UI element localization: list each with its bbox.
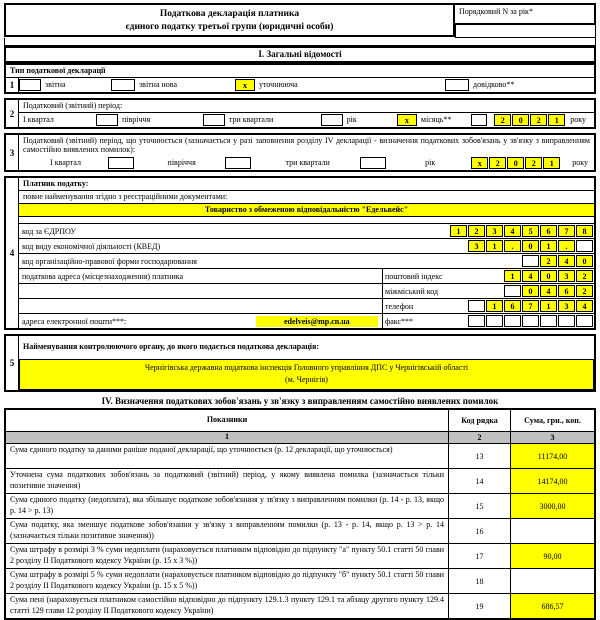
row-code: 17: [448, 544, 510, 568]
edrpou-digit[interactable]: 2: [468, 225, 485, 237]
org-form-label: код організаційно-правової форми господарювання: [22, 256, 197, 266]
address-postal-row: [19, 269, 594, 284]
row-text: Уточнена сума податкових зобов'язань за податковий (звітний) період, у якому виявлена помилка (зазначається тільки позитивне значення): [10, 470, 444, 490]
phone-digit[interactable]: 1: [540, 300, 557, 312]
label-q1: І квартал: [23, 115, 54, 124]
column-number-3: 3: [510, 432, 594, 443]
year-digit[interactable]: 2: [525, 157, 542, 169]
form-title-line1: Податкова декларація платника: [159, 9, 300, 19]
address-label: податкова адреса (місцезнаходження) платника: [22, 271, 184, 281]
row-code: 14: [448, 469, 510, 493]
phone-digit[interactable]: 4: [576, 300, 593, 312]
reporting-period-block: [4, 98, 596, 129]
row-number-5: 5: [6, 336, 19, 390]
label-q1: І квартал: [50, 158, 81, 167]
spacer-row: [4, 38, 596, 46]
row-code: 15: [448, 494, 510, 518]
org-form-digit[interactable]: 0: [576, 255, 593, 267]
fax-digit[interactable]: [558, 315, 575, 327]
phone-digit[interactable]: 1: [486, 300, 503, 312]
corrected-period-block: [4, 133, 596, 172]
year-digit[interactable]: 2: [494, 114, 511, 126]
area-code-digits: [503, 284, 594, 298]
label-roku: року: [572, 158, 588, 167]
email-label: адреса електронної пошти***:: [22, 316, 127, 326]
postal-digits: [503, 269, 594, 283]
edrpou-digits: [449, 224, 594, 238]
taxpayer-name-field[interactable]: Товариство з обмеженою відповідальністю "Едельвейс": [19, 203, 594, 217]
org-form-row: [19, 254, 594, 269]
serial-number-label: Порядковий N за рік*: [455, 3, 596, 25]
postal-index-label: поштовий індекс: [382, 269, 462, 283]
org-form-digit[interactable]: [522, 255, 539, 267]
kved-digit[interactable]: 1: [540, 240, 557, 252]
column-number-1: 1: [225, 432, 229, 442]
edrpou-digit[interactable]: 3: [486, 225, 503, 237]
declaration-type-row: [6, 78, 594, 92]
authority-label: Найменування контролюючого органу, до якого подається податкова декларація:: [23, 342, 320, 351]
phone-row: [19, 299, 594, 314]
table-row: [6, 593, 594, 618]
year-digit[interactable]: 0: [512, 114, 529, 126]
table-row: [6, 568, 594, 593]
checkbox-three-quarters[interactable]: [360, 157, 386, 169]
postal-digit[interactable]: 0: [540, 270, 557, 282]
postal-digit[interactable]: 2: [576, 270, 593, 282]
org-form-digits: [521, 254, 594, 268]
row-text: Сума єдиного податку за даними раніше поданої декларації, що уточнюється (р. 12 декларації, що уточнюється): [10, 445, 393, 454]
phone-digit[interactable]: 7: [522, 300, 539, 312]
row-amount-field[interactable]: 90,00: [510, 544, 594, 568]
row-number-2: 2: [6, 100, 19, 127]
corrected-period-label: Податковий (звітний) період, що уточнюється (зазначається у разі заповнення розділу IV декларації - визначення податкових зобов'язань у зв'язку з виправленням самостійно виявлених помилок):: [23, 136, 590, 154]
checkbox-half-year[interactable]: [203, 114, 225, 126]
area-code-digit[interactable]: [504, 285, 521, 297]
table-row: [6, 443, 594, 468]
authority-name-line2: (м. Чернігів): [285, 375, 328, 384]
row-code: 16: [448, 519, 510, 543]
phone-digits: [467, 299, 594, 313]
taxpayer-block: [4, 176, 596, 330]
authority-block: [4, 334, 596, 392]
row-number-1: 1: [6, 78, 19, 92]
label-three-quarters: три квартали: [228, 115, 274, 124]
year-digit[interactable]: 2: [530, 114, 547, 126]
year-digits: [493, 113, 566, 127]
checkbox-half-year[interactable]: [225, 157, 251, 169]
year-digit[interactable]: 1: [543, 157, 560, 169]
kved-digit[interactable]: 0: [522, 240, 539, 252]
row-amount-field[interactable]: 14174,00: [510, 469, 594, 493]
email-fax-row: [19, 314, 594, 328]
address-label-empty: [19, 290, 382, 292]
checkbox-month[interactable]: [471, 114, 487, 126]
table-row: [6, 468, 594, 493]
area-code-digit[interactable]: 2: [576, 285, 593, 297]
column-header-code: Код рядка: [448, 410, 510, 431]
fax-digit[interactable]: [504, 315, 521, 327]
declaration-type-label: Тип податкової декларації: [6, 65, 594, 78]
edrpou-label: код за ЄДРПОУ: [22, 226, 76, 236]
edrpou-digit[interactable]: 1: [450, 225, 467, 237]
area-code-row: [19, 284, 594, 299]
phone-label: телефон: [382, 299, 462, 313]
checkbox-q1[interactable]: [96, 114, 118, 126]
edrpou-digit[interactable]: 6: [540, 225, 557, 237]
kved-digits: [467, 239, 594, 253]
row-number-4: 4: [6, 178, 19, 328]
phone-digit[interactable]: [468, 300, 485, 312]
fax-digit[interactable]: [522, 315, 539, 327]
section1-heading: І. Загальні відомості: [4, 46, 596, 63]
edrpou-row: [19, 224, 594, 239]
row-text: Сума податку, яка зменшує податкове зобов'язання у зв'язку з виправленням помилки (р. 13 - р. 14, якщо р. 13 > р. 14 (зазначається тільки позитивне значення)): [10, 520, 444, 540]
declaration-type-block: [4, 63, 596, 94]
row-code: 19: [448, 594, 510, 618]
kved-digit[interactable]: .: [504, 240, 521, 252]
edrpou-digit[interactable]: 5: [522, 225, 539, 237]
row-text: Сума штрафу в розмірі 5 % суми недоплати (нараховується платником відповідно до підпункту "б" пункту 50.1 статті 50 глави 2 розділу II Податкового кодексу України (р. 15 х 5 %)): [10, 570, 444, 590]
kved-digit[interactable]: 3: [468, 240, 485, 252]
area-code-digit[interactable]: 4: [540, 285, 557, 297]
edrpou-digit[interactable]: 4: [504, 225, 521, 237]
table-row: [6, 518, 594, 543]
postal-digit[interactable]: 1: [504, 270, 521, 282]
area-code-digit[interactable]: 6: [558, 285, 575, 297]
column-header-sum: Сума, грн., коп.: [510, 410, 594, 431]
email-field[interactable]: edelveis@mp.cn.ua: [256, 316, 378, 327]
checkbox-utochniuiucha[interactable]: x: [235, 79, 255, 91]
label-month: місяць**: [420, 115, 452, 124]
org-form-digit[interactable]: 4: [558, 255, 575, 267]
fax-digits: [467, 314, 594, 328]
label-year: рік: [425, 158, 436, 167]
year-mark-and-digits: [470, 156, 561, 170]
edrpou-digit[interactable]: 8: [576, 225, 593, 237]
serial-number-box: [455, 3, 596, 38]
checkbox-q1[interactable]: [108, 157, 134, 169]
kved-digit[interactable]: .: [558, 240, 575, 252]
row-amount-field[interactable]: 686,57: [510, 594, 594, 618]
checkbox-three-quarters[interactable]: [321, 114, 343, 126]
label-dovidkovo: довідково**: [473, 80, 515, 89]
row-code: 13: [448, 444, 510, 468]
label-year: рік: [346, 115, 357, 124]
kved-digit[interactable]: [576, 240, 593, 252]
authority-name-line1: Чернігівська державна податкова інспекція Головного управління ДПС у Чернігівській області: [144, 363, 469, 372]
label-zvitna: звітна: [45, 80, 66, 89]
address-label-empty: [19, 305, 382, 307]
row-number-3: 3: [6, 135, 19, 170]
label-half-year: півріччя: [121, 115, 151, 124]
row-code: 18: [448, 569, 510, 593]
fax-digit[interactable]: [576, 315, 593, 327]
column-number-2: 2: [448, 432, 510, 443]
row-amount-field[interactable]: [510, 569, 594, 593]
row-amount-field[interactable]: 11174,00: [510, 444, 594, 468]
row-amount-field[interactable]: 3000,00: [510, 494, 594, 518]
checkbox-zvitna[interactable]: [19, 79, 41, 91]
label-half-year: півріччя: [167, 158, 196, 167]
label-utochniuiucha: уточнююча: [259, 80, 298, 89]
row-text: Сума єдиного податку (недоплата), яка збільшує податкове зобов'язання у зв'язку з виправленням помилки (р. 14 - р. 13, якщо р. 14 > р. 13): [10, 495, 444, 515]
year-digit[interactable]: 1: [548, 114, 565, 126]
kved-label: код виду економічної діяльності (КВЕД): [22, 241, 161, 251]
fax-digit[interactable]: [486, 315, 503, 327]
form-header: [4, 3, 596, 38]
fax-label: факс***: [382, 314, 462, 328]
kved-row: [19, 239, 594, 254]
area-code-label: міжміський код: [382, 284, 462, 298]
year-digit[interactable]: 2: [489, 157, 506, 169]
row-text: Сума пені (нараховується платником самостійно відповідно до підпункту 129.1.3 пункту 129.1 та абзацу другого пункту 129.4 статті 129 глави 12 розділу II Податкового кодексу України): [10, 595, 444, 615]
checkbox-zvitna-nova[interactable]: [111, 79, 135, 91]
label-zvitna-nova: звітна нова: [139, 80, 177, 89]
taxpayer-title: Платник податку:: [19, 178, 594, 191]
column-header-indicators: Показники: [206, 415, 248, 425]
kved-digit[interactable]: 1: [486, 240, 503, 252]
area-code-digit[interactable]: 0: [522, 285, 539, 297]
checkbox-year[interactable]: x: [471, 157, 488, 169]
taxpayer-name-label: повне найменування згідно з реєстраційними документами:: [23, 192, 228, 201]
postal-digit[interactable]: 3: [558, 270, 575, 282]
reporting-period-options: [19, 113, 594, 127]
year-digit[interactable]: 0: [507, 157, 524, 169]
postal-digit[interactable]: 4: [522, 270, 539, 282]
label-roku: року: [570, 115, 587, 124]
checkbox-dovidkovo[interactable]: [445, 79, 469, 91]
row-amount-field[interactable]: [510, 519, 594, 543]
label-three-quarters: три квартали: [285, 158, 330, 167]
row-text: Сума штрафу в розмірі 3 % суми недоплати (нараховується платником відповідно до підпункту "а" пункту 50.1 статті 50 глави 2 розділу II Податкового кодексу України (р. 15 х 3 %)): [10, 545, 444, 565]
reporting-period-label: Податковий (звітний) період:: [19, 100, 594, 113]
serial-number-field[interactable]: [455, 25, 596, 38]
phone-digit[interactable]: 3: [558, 300, 575, 312]
phone-digit[interactable]: 6: [504, 300, 521, 312]
spacer-line: [19, 217, 594, 224]
table-row: [6, 543, 594, 568]
table-header-row: [6, 410, 594, 431]
edrpou-digit[interactable]: 7: [558, 225, 575, 237]
org-form-digit[interactable]: 2: [540, 255, 557, 267]
form-title: [4, 3, 455, 37]
table-row: [6, 493, 594, 518]
form-title-line2: єдиного податку третьої групи (юридичні особи): [125, 21, 334, 32]
fax-digit[interactable]: [468, 315, 485, 327]
checkbox-year[interactable]: x: [397, 114, 417, 126]
fax-digit[interactable]: [540, 315, 557, 327]
authority-field[interactable]: [19, 359, 594, 390]
corrected-period-options: [19, 156, 594, 170]
table-column-numbers-row: [6, 431, 594, 443]
section4-heading: IV. Визначення податкових зобов'язань у зв'язку з виправленням самостійно виявлених помилок: [101, 396, 499, 406]
section4-table: [4, 408, 596, 620]
